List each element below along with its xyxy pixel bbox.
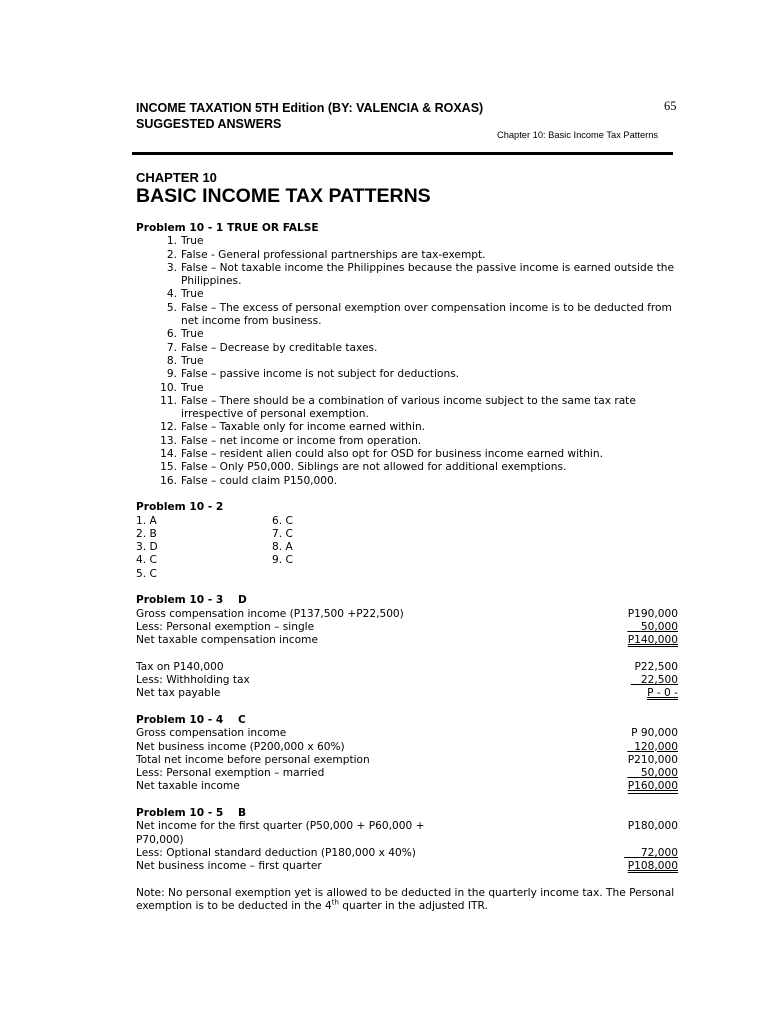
row-amount: P140,000 <box>627 634 678 647</box>
problem-1-title: Problem 10 - 1 TRUE OR FALSE <box>136 222 319 234</box>
row-label: Net business income – first quarter <box>136 860 322 873</box>
row-amount: P - 0 - <box>647 687 678 700</box>
item-text: False – Decrease by creditable taxes. <box>181 341 378 354</box>
item-number: 7. <box>166 341 177 354</box>
problem-4-label: Problem 10 - 4 <box>136 713 224 726</box>
list-item <box>136 342 678 355</box>
item-number: 14. <box>160 448 177 461</box>
computation-row <box>136 741 678 754</box>
list-item <box>136 448 678 461</box>
row-label: Less: Optional standard deduction (P180,000 x 40%) <box>136 846 416 859</box>
problem-5-answer: B <box>238 807 247 820</box>
item-text: True <box>181 381 204 394</box>
computation-row <box>136 608 678 621</box>
item-text: True <box>181 288 204 301</box>
list-item <box>136 262 678 289</box>
computation-row <box>136 860 678 873</box>
list-item <box>136 395 678 422</box>
list-item <box>136 302 678 329</box>
item-number: 3. <box>166 261 177 274</box>
item-number: 5. <box>166 301 177 314</box>
item-text: False – net income or income from operation. <box>181 434 422 447</box>
answer-grid <box>136 515 678 581</box>
computation-row <box>136 780 678 793</box>
item-number: 16. <box>160 474 177 487</box>
item-text: False – Not taxable income the Philippines because the passive income is earned outside the Philippines. <box>181 261 674 288</box>
row-label: Tax on P140,000 <box>136 660 224 673</box>
item-text: False - General professional partnerships are tax-exempt. <box>181 248 486 261</box>
row-amount: P108,000 <box>627 860 678 873</box>
answer-item: 3. D <box>136 541 158 554</box>
list-item <box>136 355 678 368</box>
problem-4-title <box>136 714 678 727</box>
item-number: 2. <box>166 248 177 261</box>
row-label: Less: Personal exemption – single <box>136 620 315 633</box>
answer-item: 5. C <box>136 567 157 580</box>
problem-3-answer: D <box>238 594 247 607</box>
row-label: Less: Withholding tax <box>136 674 250 687</box>
chapter-reference: Chapter 10: Basic Income Tax Patterns <box>497 130 659 140</box>
header-divider <box>132 152 673 155</box>
note-superscript: th <box>331 898 339 907</box>
list-item <box>136 328 678 341</box>
computation-row <box>136 661 678 674</box>
item-number: 8. <box>166 354 177 367</box>
list-item <box>136 435 678 448</box>
item-number: 9. <box>166 368 177 381</box>
row-label: Net business income (P200,000 x 60%) <box>136 740 345 753</box>
computation-row <box>136 621 678 634</box>
list-item <box>136 249 678 262</box>
row-amount: P160,000 <box>627 780 678 793</box>
computation-row <box>136 847 678 860</box>
list-item <box>136 475 678 488</box>
row-amount <box>624 847 678 860</box>
computation-row <box>136 754 678 767</box>
row-label: Net income for the first quarter (P50,000 + P60,000 + P70,000) <box>136 820 425 846</box>
computation-row <box>136 727 678 740</box>
item-text: False – could claim P150,000. <box>181 474 338 487</box>
item-text: False – resident alien could also opt for OSD for business income earned within. <box>181 448 603 461</box>
answer-item: 4. C <box>136 554 157 567</box>
page-number: 65 <box>664 99 677 113</box>
item-text: True <box>181 328 204 341</box>
row-amount <box>627 741 678 754</box>
answer-item: 7. C <box>272 527 293 540</box>
item-number: 4. <box>166 288 177 301</box>
problem-3-label: Problem 10 - 3 <box>136 594 224 607</box>
answer-item: 8. A <box>272 541 293 554</box>
problem-5-title <box>136 807 678 820</box>
page-content <box>136 222 678 913</box>
computation-row <box>136 674 678 687</box>
problem-5-label: Problem 10 - 5 <box>136 807 224 820</box>
list-item <box>136 288 678 301</box>
note-text: Note: No personal exemption yet is allowed to be deducted in the quarterly income tax. The Personal exemption is to be deducted in the 4 <box>136 886 675 913</box>
row-label: Gross compensation income <box>136 727 287 740</box>
true-false-list <box>136 235 678 488</box>
answer-column-1 <box>136 515 272 581</box>
chapter-label: CHAPTER 10 <box>136 170 217 185</box>
answer-item: 2. B <box>136 527 157 540</box>
row-label: Less: Personal exemption – married <box>136 767 325 780</box>
chapter-title: BASIC INCOME TAX PATTERNS <box>136 185 431 207</box>
header-title: INCOME TAXATION 5TH Edition (BY: VALENCIA & ROXAS) <box>136 101 484 115</box>
computation-row <box>136 767 678 780</box>
computation-row <box>136 820 678 847</box>
item-number: 13. <box>160 434 177 447</box>
list-item <box>136 461 678 474</box>
row-label: Gross compensation income (P137,500 +P22,500) <box>136 607 404 620</box>
row-label: Net taxable income <box>136 780 240 793</box>
row-amount: P 90,000 <box>631 727 678 740</box>
note-text-end: quarter in the adjusted ITR. <box>338 900 488 913</box>
item-text: False – The excess of personal exemption over compensation income is to be deducted from net income from business. <box>181 301 672 328</box>
document-header <box>136 100 483 132</box>
row-amount-value: 50,000 <box>640 620 678 633</box>
row-amount <box>627 767 678 780</box>
item-number: 6. <box>166 328 177 341</box>
item-text: False – Only P50,000. Siblings are not allowed for additional exemptions. <box>181 461 567 474</box>
note-paragraph <box>136 887 678 914</box>
answer-item: 6. C <box>272 514 293 527</box>
item-number: 10. <box>160 381 177 394</box>
problem-4-answer: C <box>238 713 246 726</box>
item-text: True <box>181 354 204 367</box>
row-amount <box>631 674 678 687</box>
row-amount <box>627 621 678 634</box>
row-amount: P210,000 <box>627 753 678 766</box>
row-amount: P180,000 <box>627 820 678 833</box>
row-amount: P22,500 <box>634 660 678 673</box>
list-item <box>136 368 678 381</box>
item-number: 12. <box>160 421 177 434</box>
item-text: False – Taxable only for income earned within. <box>181 421 426 434</box>
answer-item: 9. C <box>272 554 293 567</box>
computation-row <box>136 634 678 647</box>
row-label: Net tax payable <box>136 687 221 700</box>
row-amount-value: 22,500 <box>640 674 678 687</box>
row-label: Total net income before personal exemption <box>136 753 370 766</box>
item-number: 1. <box>166 235 177 248</box>
list-item <box>136 235 678 248</box>
item-number: 15. <box>160 461 177 474</box>
item-text: False – There should be a combination of various income subject to the same tax rate irrespective of personal exemption. <box>181 394 636 421</box>
answer-column-2 <box>272 515 372 581</box>
item-text: True <box>181 235 204 248</box>
row-amount-value: 72,000 <box>640 846 678 859</box>
row-amount-value: 120,000 <box>634 740 678 753</box>
row-amount: P190,000 <box>627 607 678 620</box>
header-subtitle: SUGGESTED ANSWERS <box>136 117 282 131</box>
list-item <box>136 421 678 434</box>
problem-2-title: Problem 10 - 2 <box>136 501 224 514</box>
problem-3-title <box>136 594 678 607</box>
row-label: Net taxable compensation income <box>136 634 318 647</box>
list-item <box>136 382 678 395</box>
row-amount-value: 50,000 <box>640 767 678 780</box>
item-number: 11. <box>160 394 177 407</box>
item-text: False – passive income is not subject for deductions. <box>181 368 460 381</box>
answer-item: 1. A <box>136 514 157 527</box>
computation-row <box>136 687 678 700</box>
